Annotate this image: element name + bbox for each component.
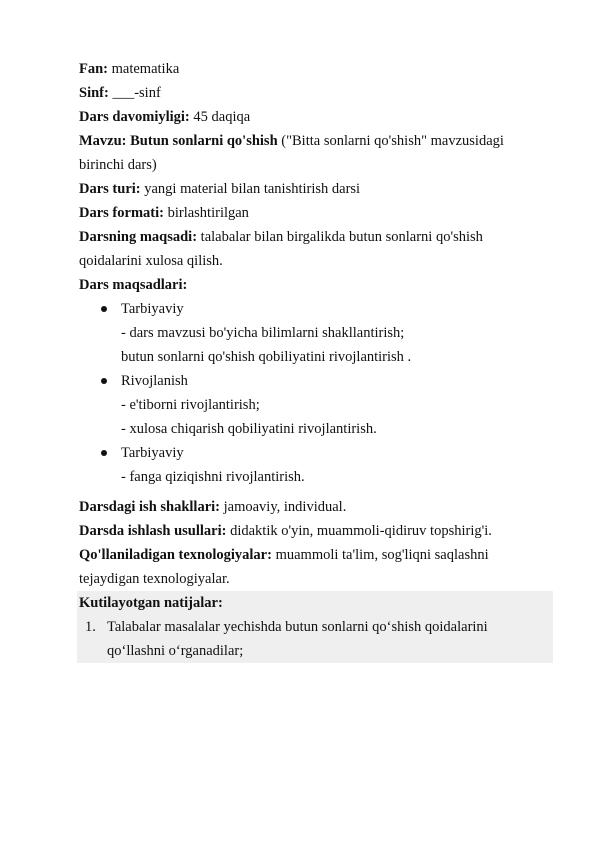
texnologiyalar-value: muammoli ta'lim, sog'liqni saqlashni bbox=[271, 547, 489, 563]
numbered-item-line: qo‘llashni o‘rganadilar; bbox=[107, 643, 244, 659]
bullet-icon bbox=[101, 306, 107, 312]
list-item bbox=[79, 369, 559, 393]
turi-label: Dars turi: bbox=[79, 181, 141, 197]
usullari-value: didaktik o'yin, muammoli-qidiruv topshirig'i. bbox=[226, 523, 492, 539]
mavzu-label: Mavzu: Butun sonlarni qo'shish bbox=[79, 133, 278, 149]
list-item-line: - xulosa chiqarish qobiliyatini rivojlantirish. bbox=[121, 421, 377, 437]
bullet-icon bbox=[101, 378, 107, 384]
maqsadi-line-2: qoidalarini xulosa qilish. bbox=[79, 253, 223, 269]
numbered-item bbox=[79, 615, 553, 663]
natijalar-section bbox=[77, 591, 553, 663]
shakllari-label: Darsdagi ish shakllari: bbox=[79, 499, 220, 515]
maqsadi-label: Darsning maqsadi: bbox=[79, 229, 198, 245]
fan-value: matematika bbox=[108, 61, 180, 77]
maqsadlari-label: Dars maqsadlari: bbox=[79, 277, 188, 293]
maqsadlari-line bbox=[79, 273, 559, 297]
formati-value: birlashtirilgan bbox=[163, 205, 249, 221]
sinf-label: Sinf: bbox=[79, 85, 109, 101]
davomiyligi-label: Dars davomiyligi: bbox=[79, 109, 190, 125]
texnologiyalar-label: Qo'llaniladigan texnologiyalar: bbox=[79, 547, 272, 563]
fan-label: Fan: bbox=[79, 61, 108, 77]
list-item-title: Tarbiyaviy bbox=[121, 301, 184, 317]
list-item-line: - e'tiborni rivojlantirish; bbox=[121, 397, 260, 413]
sinf-value: ___-sinf bbox=[108, 85, 161, 101]
texnologiyalar-line bbox=[79, 543, 559, 567]
mavzu-line bbox=[79, 129, 559, 153]
list-item-line: - dars mavzusi bo'yicha bilimlarni shakllantirish; bbox=[121, 325, 405, 341]
list-item-line: - fanga qiziqishni rivojlantirish. bbox=[121, 469, 305, 485]
formati-line bbox=[79, 201, 559, 225]
natijalar-line bbox=[79, 591, 553, 615]
turi-value: yangi material bilan tanishtirish darsi bbox=[140, 181, 361, 197]
list-item bbox=[79, 297, 559, 321]
bullet-icon bbox=[101, 450, 107, 456]
natijalar-label: Kutilayotgan natijalar: bbox=[79, 595, 223, 611]
davomiyligi-line bbox=[79, 105, 559, 129]
item-number: 1. bbox=[85, 619, 96, 635]
shakllari-value: jamoaviy, individual. bbox=[220, 499, 347, 515]
davomiyligi-value: 45 daqiqa bbox=[189, 109, 251, 125]
maqsadlari-list bbox=[79, 297, 559, 489]
texnologiyalar-line-2: tejaydigan texnologiyalar. bbox=[79, 571, 230, 587]
usullari-line bbox=[79, 519, 559, 543]
list-item-line: butun sonlarni qo'shish qobiliyatini rivojlantirish . bbox=[121, 349, 412, 365]
maqsadi-value: talabalar bilan birgalikda butun sonlarni qo'shish bbox=[197, 229, 483, 245]
shakllari-line bbox=[79, 495, 559, 519]
maqsadi-line bbox=[79, 225, 559, 249]
sinf-line bbox=[79, 81, 559, 105]
document-page bbox=[79, 57, 559, 663]
mavzu-value: ("Bitta sonlarni qo'shish" mavzusidagi bbox=[277, 133, 504, 149]
list-item-title: Tarbiyaviy bbox=[121, 445, 184, 461]
formati-label: Dars formati: bbox=[79, 205, 164, 221]
fan-line bbox=[79, 57, 559, 81]
list-item-title: Rivojlanish bbox=[121, 373, 188, 389]
numbered-item-line: Talabalar masalalar yechishda butun sonlarni qo‘shish qoidalarini bbox=[107, 619, 488, 635]
mavzu-line-2: birinchi dars) bbox=[79, 157, 157, 173]
usullari-label: Darsda ishlash usullari: bbox=[79, 523, 227, 539]
turi-line bbox=[79, 177, 559, 201]
list-item bbox=[79, 441, 559, 465]
